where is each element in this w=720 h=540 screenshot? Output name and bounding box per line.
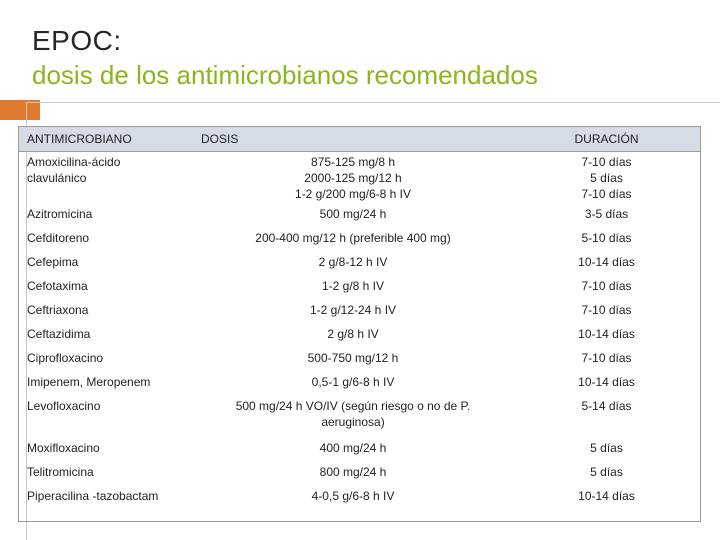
duration-cell-line: 10-14 días	[578, 375, 635, 389]
drug-cell	[19, 204, 193, 228]
dose-cell-line: 1-2 g/8 h IV	[321, 279, 385, 293]
header-antimicrobiano: ANTIMICROBIANO	[19, 127, 193, 152]
table-header-row	[19, 127, 700, 152]
table-row	[19, 252, 700, 276]
drug-cell-line: clavulánico	[27, 171, 87, 185]
drug-cell	[19, 324, 193, 348]
drug-cell-line: Moxifloxacino	[27, 441, 100, 455]
dose-cell	[193, 438, 513, 462]
table-row	[19, 396, 700, 438]
title-line-1: EPOC:	[32, 25, 122, 56]
dose-cell	[193, 152, 513, 205]
table-row	[19, 348, 700, 372]
table-row	[19, 372, 700, 396]
dose-cell	[193, 252, 513, 276]
drug-cell-line: Cefditoreno	[27, 231, 90, 245]
drug-cell-line: Ceftazidima	[27, 327, 91, 341]
drug-cell	[19, 372, 193, 396]
slide-title	[32, 24, 538, 92]
drug-cell-line: Piperacilina -tazobactam	[27, 489, 159, 503]
dosage-table	[18, 126, 701, 522]
table-row	[19, 228, 700, 252]
dose-cell-line: 2 g/8-12 h IV	[318, 255, 388, 269]
duration-cell	[513, 204, 700, 228]
drug-cell-line: Imipenem, Meropenem	[27, 375, 151, 389]
duration-cell-line: 10-14 días	[578, 489, 635, 503]
table-row	[19, 462, 700, 486]
duration-cell-line: 10-14 días	[578, 255, 635, 269]
drug-cell-line: Cefepima	[27, 255, 79, 269]
duration-cell	[513, 438, 700, 462]
drug-cell-line: Ciprofloxacino	[27, 351, 104, 365]
duration-cell-line: 7-10 días	[581, 187, 632, 201]
dose-cell	[193, 486, 513, 510]
table-row	[19, 204, 700, 228]
drug-cell-line: Telitromicina	[27, 465, 94, 479]
duration-cell-line: 5-14 días	[581, 399, 632, 413]
dose-cell-line: 500-750 mg/12 h	[307, 351, 399, 365]
duration-cell-line: 5-10 días	[581, 231, 632, 245]
drug-cell-line: Levofloxacino	[27, 399, 101, 413]
drug-cell	[19, 438, 193, 462]
dose-cell-line: 875-125 mg/8 h	[310, 155, 396, 169]
dose-cell-line: 1-2 g/12-24 h IV	[309, 303, 397, 317]
drug-cell	[19, 276, 193, 300]
accent-square	[0, 100, 40, 120]
dose-cell	[193, 276, 513, 300]
dose-cell-line: 800 mg/24 h	[319, 465, 387, 479]
dose-cell-line: 400 mg/24 h	[319, 441, 387, 455]
duration-cell-line: 5 días	[590, 171, 623, 185]
duration-cell	[513, 486, 700, 510]
duration-cell	[513, 372, 700, 396]
drug-cell	[19, 228, 193, 252]
drug-cell	[19, 252, 193, 276]
dose-cell	[193, 372, 513, 396]
dose-cell	[193, 324, 513, 348]
title-line-2: dosis de los antimicrobianos recomendados	[32, 60, 538, 90]
duration-cell	[513, 300, 700, 324]
table-row	[19, 486, 700, 510]
table-row	[19, 300, 700, 324]
drug-cell	[19, 348, 193, 372]
drug-cell-line: Amoxicilina-ácido	[27, 155, 121, 169]
duration-cell	[513, 396, 700, 438]
table-row	[19, 438, 700, 462]
duration-cell-line: 3-5 días	[584, 207, 629, 221]
dose-cell	[193, 348, 513, 372]
dose-cell-line: 2000-125 mg/12 h	[304, 171, 402, 185]
dose-cell-line: 2 g/8 h IV	[327, 327, 379, 341]
dose-cell-line: 0,5-1 g/6-8 h IV	[311, 375, 395, 389]
dose-cell-line: 1-2 g/200 mg/6-8 h IV	[294, 187, 412, 201]
duration-cell	[513, 152, 700, 205]
duration-cell	[513, 276, 700, 300]
duration-cell-line: 7-10 días	[581, 279, 632, 293]
drug-cell	[19, 396, 193, 438]
duration-cell-line: 5 días	[590, 465, 623, 479]
dose-cell	[193, 300, 513, 324]
table-row	[19, 276, 700, 300]
table-row	[19, 324, 700, 348]
drug-cell	[19, 462, 193, 486]
duration-cell-line: 7-10 días	[581, 303, 632, 317]
dose-cell-line: 4-0,5 g/6-8 h IV	[311, 489, 395, 503]
dose-cell-line: aeruginosa)	[321, 415, 385, 429]
dose-cell-line: 500 mg/24 h	[319, 207, 387, 221]
duration-cell-line: 7-10 días	[581, 155, 632, 169]
duration-cell-line: 7-10 días	[581, 351, 632, 365]
dose-cell	[193, 396, 513, 438]
header-duracion: DURACIÓN	[513, 127, 700, 152]
duration-cell	[513, 252, 700, 276]
duration-cell	[513, 324, 700, 348]
drug-cell	[19, 300, 193, 324]
duration-cell-line: 10-14 días	[578, 327, 635, 341]
duration-cell	[513, 348, 700, 372]
duration-cell	[513, 228, 700, 252]
duration-cell-line: 5 días	[590, 441, 623, 455]
dose-cell-line: 200-400 mg/12 h (preferible 400 mg)	[255, 231, 451, 245]
drug-cell	[19, 486, 193, 510]
horizontal-rule	[26, 102, 720, 103]
header-dosis: DOSIS	[193, 127, 513, 152]
drug-cell-line: Azitromicina	[27, 207, 93, 221]
table-row	[19, 152, 700, 205]
drug-cell-line: Cefotaxima	[27, 279, 88, 293]
duration-cell	[513, 462, 700, 486]
drug-cell-line: Ceftriaxona	[27, 303, 89, 317]
dose-cell	[193, 204, 513, 228]
dose-cell	[193, 228, 513, 252]
dose-cell-line: 500 mg/24 h VO/IV (según riesgo o no de P.	[235, 399, 471, 413]
drug-cell	[19, 152, 193, 205]
dose-cell	[193, 462, 513, 486]
